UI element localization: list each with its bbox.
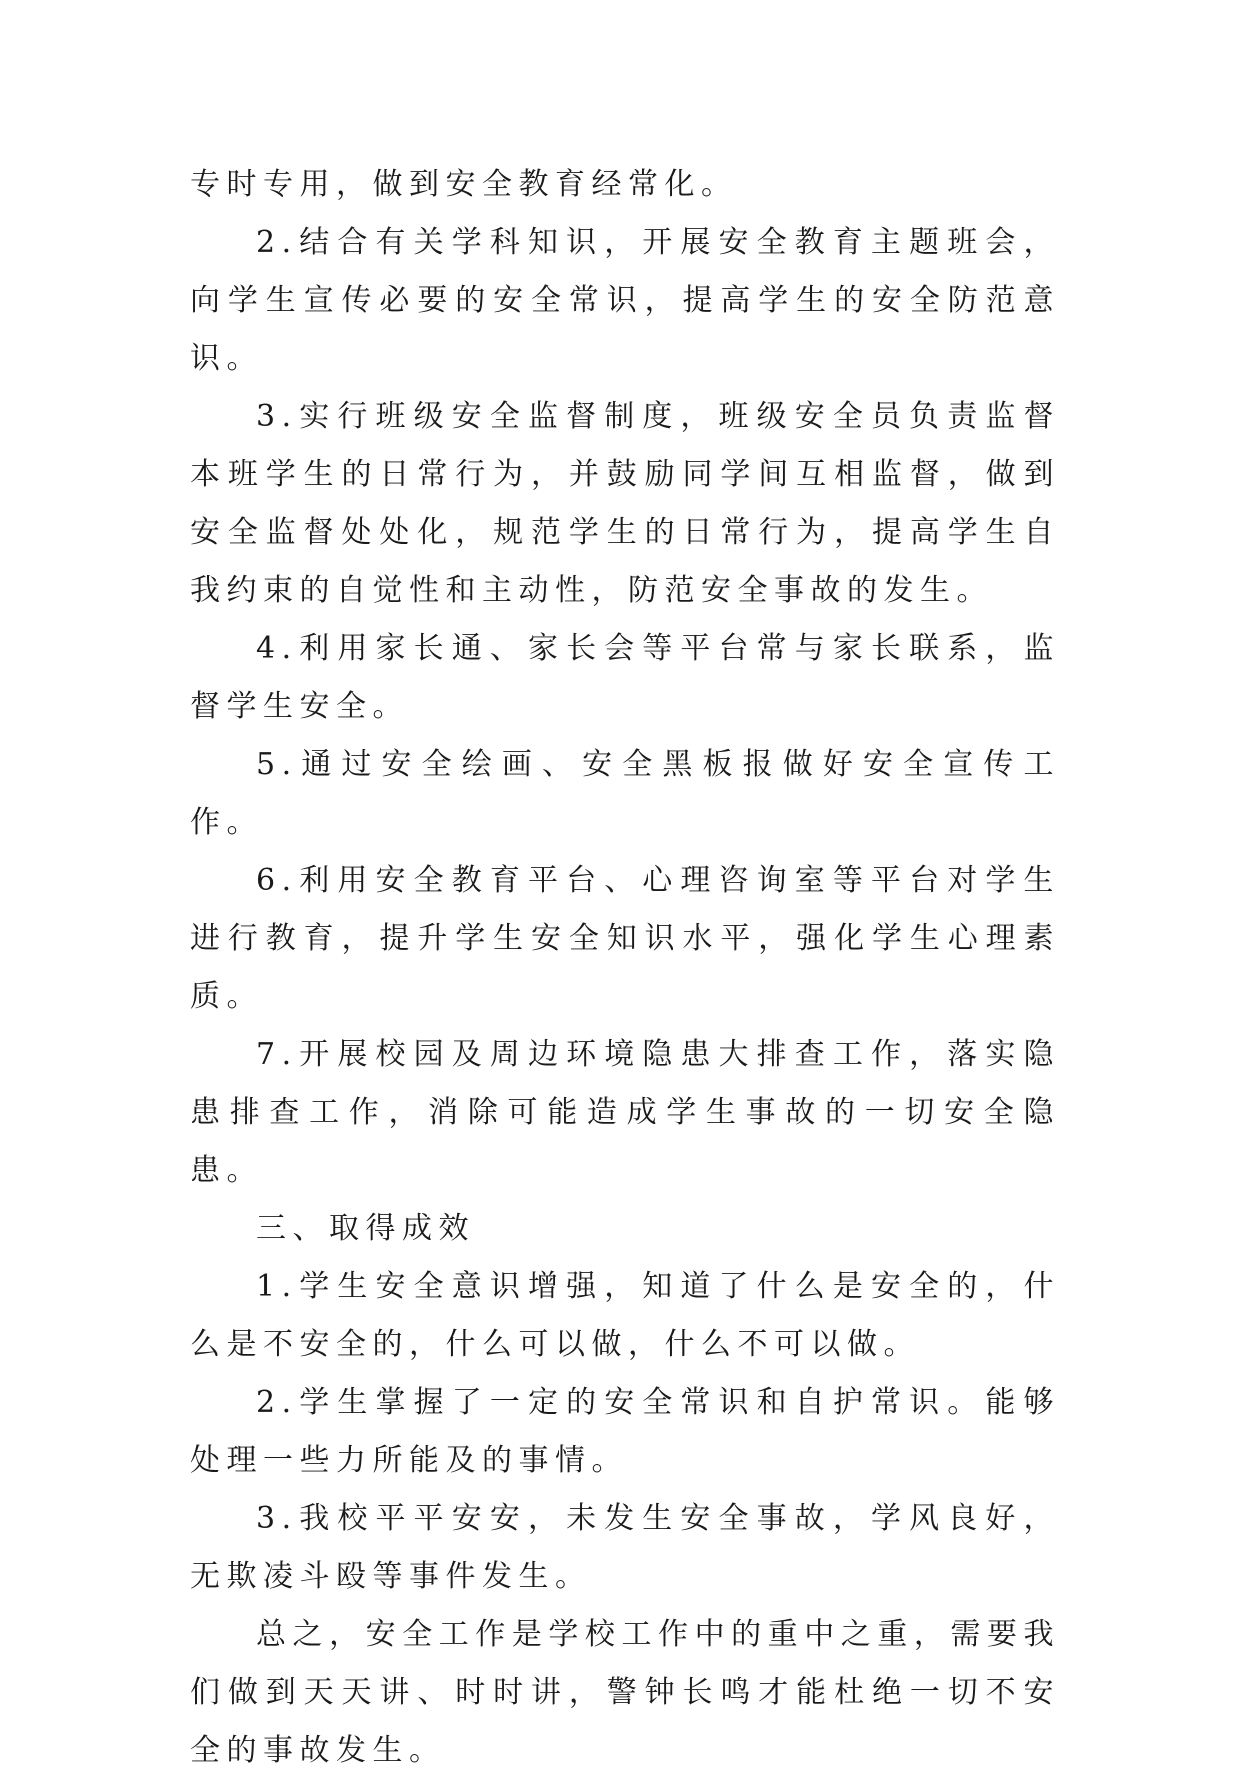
paragraph-item-3-class-safety-supervision: 3.实行班级安全监督制度，班级安全员负责监督本班学生的日常行为，并鼓励同学间互相监督，做到安全监督处处化，规范学生的日常行为，提高学生自我约束的自觉性和主动性，防范安全事故的发生。 [190, 399, 1060, 608]
section-heading-results: 三、取得成效 [256, 1211, 475, 1246]
paragraph-item-6-education-platform: 6.利用安全教育平台、心理咨询室等平台对学生进行教育，提升学生安全知识水平，强化学生心理素质。 [190, 863, 1060, 1014]
paragraph-result-3-no-accidents: 3.我校平平安安，未发生安全事故，学风良好，无欺凌斗殴等事件发生。 [190, 1501, 1060, 1594]
paragraph-item-7-hazard-inspection: 7.开展校园及周边环境隐患大排查工作，落实隐患排查工作，消除可能造成学生事故的一切安全隐患。 [190, 1037, 1060, 1188]
paragraph-item-4-parent-contact: 4.利用家长通、家长会等平台常与家长联系，监督学生安全。 [190, 631, 1060, 724]
paragraph-continuation: 专时专用，做到安全教育经常化。 [190, 167, 738, 202]
paragraph-item-5-safety-publicity: 5.通过安全绘画、安全黑板报做好安全宣传工作。 [190, 747, 1060, 840]
document-body [190, 156, 1060, 1780]
paragraph-result-1-awareness: 1.学生安全意识增强，知道了什么是安全的，什么是不安全的，什么可以做，什么不可以做。 [190, 1269, 1060, 1362]
paragraph-conclusion: 总之，安全工作是学校工作中的重中之重，需要我们做到天天讲、时时讲，警钟长鸣才能杜绝一切不安全的事故发生。 [190, 1617, 1060, 1768]
paragraph-item-2-themed-class-meetings: 2.结合有关学科知识，开展安全教育主题班会，向学生宣传必要的安全常识，提高学生的安全防范意识。 [190, 225, 1060, 376]
paragraph-result-2-self-protection: 2.学生掌握了一定的安全常识和自护常识。能够处理一些力所能及的事情。 [190, 1385, 1060, 1478]
